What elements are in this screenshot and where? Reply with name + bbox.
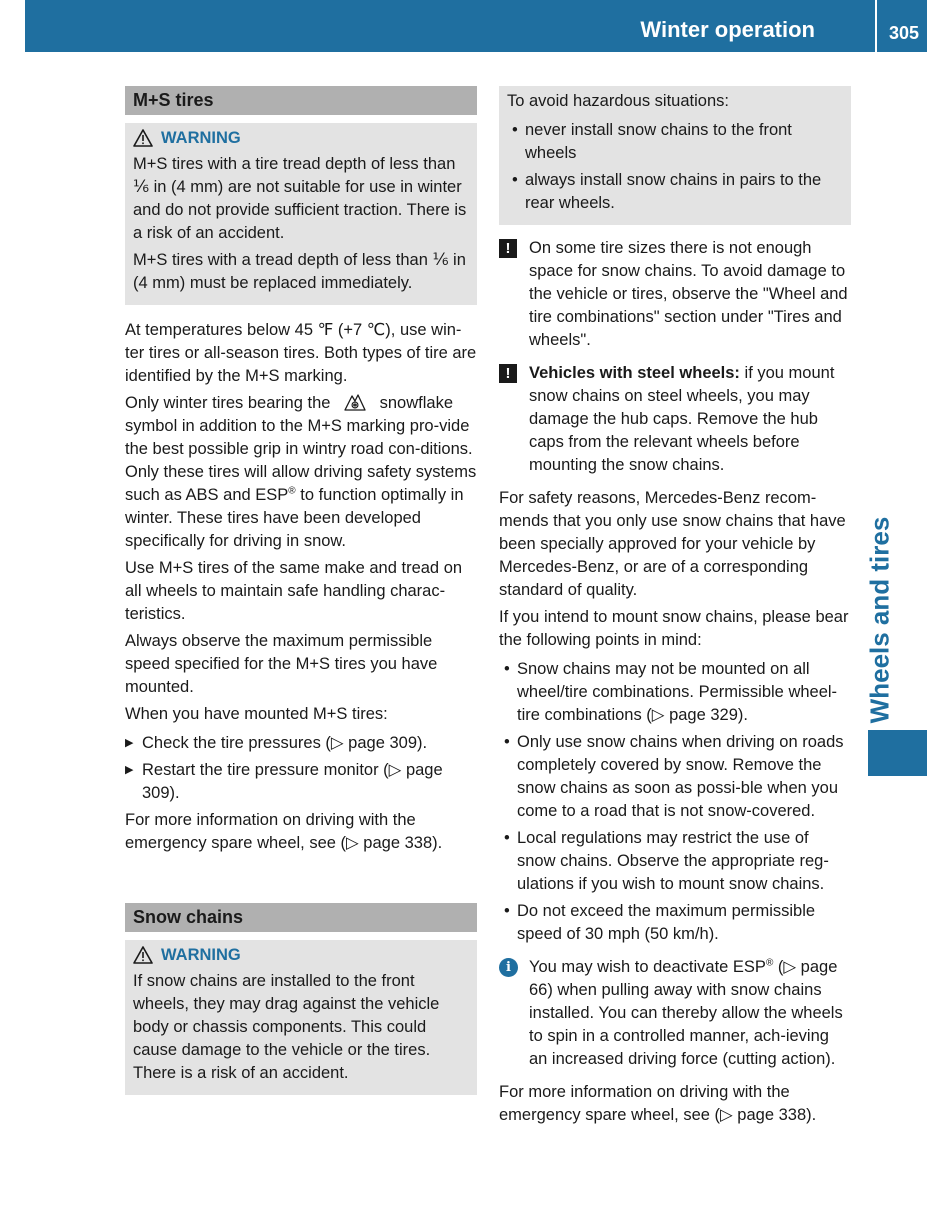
snow-chains-warning [125,940,477,1095]
notice-text [517,362,851,477]
warning-triangle-icon [133,946,153,964]
warning-text-1: M+S tires with a tire tread depth of less than ⅙ in (4 mm) are not suitable for use in winter and do not provide sufficient traction. There is a risk of an accident. [133,155,467,242]
snowflake-text-c: to function optimally in winter. These tires have been developed specifically for driving in snow. [125,486,464,550]
warning-title [133,125,469,151]
snow-chains-heading: Snow chains [125,903,477,932]
step-list [125,732,477,805]
info-icon: i [499,958,518,977]
step-item: ▶ Check the tire pressures (▷ page 309). [125,732,477,755]
paragraph-same-make: Use M+S tires of the same make and tread on all wheels to maintain safe handling charac-teristics. [125,559,463,623]
registered-mark: ® [765,957,774,969]
info-text-a: You may wish to deactivate ESP [529,958,766,976]
paragraph-snowflake [125,392,477,553]
warning-label: WARNING [161,946,241,964]
right-column [499,86,851,1131]
exclamation-icon: ! [499,364,517,383]
header-bar [25,0,927,52]
tire-size-notice [499,237,851,352]
hazard-note [499,86,851,225]
exclamation-icon: ! [499,239,517,258]
info-text-b: (▷ page 66) when pulling away with snow chains installed. You can thereby allow the wheels to spin in a controlled manner, ach-ieving an increased driving force (cutting action). [529,958,843,1068]
snowflake-text-a: Only winter tires bearing the [125,394,331,412]
notice-body: if you mount snow chains on steel wheels, you may damage the hub caps. Remove the hub caps from the relevant wheels before mounting the snow chains. [529,364,835,474]
snowflake-mountain-icon [343,392,367,412]
list-item: • always install snow chains in pairs to the rear wheels. [507,169,843,215]
paragraph-spare-wheel: For more information on driving with the emergency spare wheel, see (▷ page 338). [499,1083,817,1124]
ms-tires-heading: M+S tires [125,86,477,115]
list-item: • Do not exceed the maximum permissible speed of 30 mph (50 km/h). [499,900,851,946]
registered-mark: ® [288,485,296,497]
steel-wheels-notice [499,362,851,477]
paragraph-spare-wheel: For more information on driving with the emergency spare wheel, see (▷ page 338). [125,811,443,852]
warning-triangle-icon [133,129,153,147]
list-item: • Only use snow chains when driving on roads completely covered by snow. Remove the snow chains as soon as possi-ble when you come to a road that is not snow-covered. [499,731,851,823]
chapter-tab-label: Wheels and tires [864,516,895,724]
ms-tires-warning [125,123,477,305]
page-number: 305 [889,23,920,43]
list-item: • Snow chains may not be mounted on all wheel/tire combinations. Permissible wheel-tire combinations (▷ page 329). [499,658,851,727]
paragraph-when-mounted: When you have mounted M+S tires: [125,705,388,723]
notice-bold-lead: Vehicles with steel wheels: [529,364,740,382]
header-divider [875,0,877,52]
warning-text-2: M+S tires with a tread depth of less than ⅙ in (4 mm) must be replaced immediately. [133,251,466,292]
chapter-tab [862,516,898,724]
info-text [517,956,851,1071]
warning-label: WARNING [161,129,241,147]
hazard-note-intro: To avoid hazardous situations: [507,92,729,110]
esp-info-note [499,956,851,1071]
snow-chain-points [499,658,851,946]
warning-text-1: If snow chains are installed to the front wheels, they may drag against the vehicle body or chassis components. This could cause damage to the vehicle or the tires. There is a risk of an accident. [133,972,440,1082]
chapter-tab-marker [868,730,927,776]
snowflake-text-b: snowflake symbol in addition to the M+S marking pro-vide the best possible grip in wintry road con-ditions. Only these tires will allow driving safety systems such as ABS and ESP [125,394,477,504]
paragraph-approved-chains: For safety reasons, Mercedes-Benz recom-mends that you only use snow chains that have been specially approved for your vehicle by Mercedes-Benz, or are of a corresponding standard of quality. [499,489,846,599]
paragraph-max-speed: Always observe the maximum permissible speed specified for the M+S tires you have mounted. [125,632,438,696]
paragraph-temperatures: At temperatures below 45 ℉ (+7 ℃), use win-ter tires or all-season tires. Both types of tire are identified by the M+S marking. [125,321,477,385]
list-item: • Local regulations may restrict the use of snow chains. Observe the appropriate reg-ulations if you wish to mount snow chains. [499,827,851,896]
section-title: Winter operation [640,17,815,42]
list-item: • never install snow chains to the front wheels [507,119,843,165]
notice-text: On some tire sizes there is not enough space for snow chains. To avoid damage to the vehicle or tires, observe the "Wheel and tire combinations" section under "Tires and wheels". [529,239,848,349]
left-column [125,86,477,1109]
hazard-note-list [507,119,843,215]
warning-title [133,942,469,968]
paragraph-points-intro: If you intend to mount snow chains, please bear the following points in mind: [499,608,849,649]
step-item: ▶ Restart the tire pressure monitor (▷ page 309). [125,759,477,805]
